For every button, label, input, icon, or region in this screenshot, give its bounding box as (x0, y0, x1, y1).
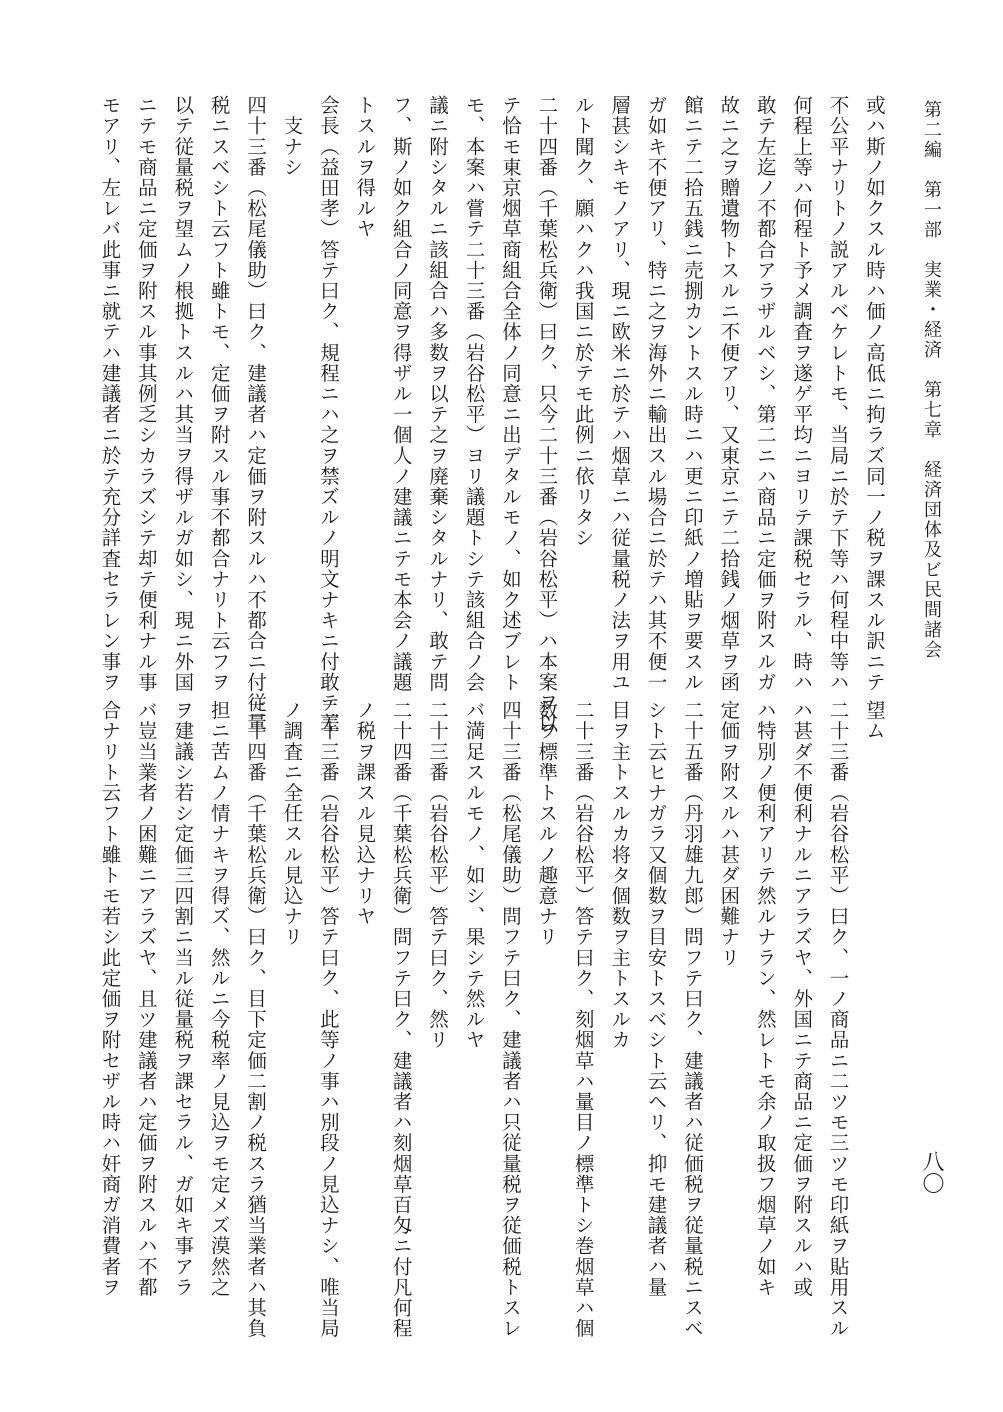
text-line: 税ニスベシト云フト雖トモ、定価ヲ附スル事不都合ナリト云フヲ (207, 95, 231, 693)
text-line: バ満足スルモノ、如シ、果シテ然ルヤ (462, 700, 486, 1051)
text-line: 二十三番（岩谷松平）答テ曰ク、此等ノ事ハ別段ノ見込ナシ、唯当局 (316, 700, 340, 1339)
text-line: 二十五番（丹羽雄九郎）問フテ曰ク、建議者ハ従価税ヲ従量税ニスベ (680, 700, 704, 1339)
text-line: ヲ建議シ若シ定価三四割ニ当ル従量税ヲ課セラル、ガ如キ事アラ (171, 700, 195, 1298)
text-line: 或ハ斯ノ如クスル時ハ価ノ高低ニ拘ラズ同一ノ税ヲ課スル訳ニテ (863, 95, 886, 693)
text-line: 定価ヲ附スルハ甚ダ困難ナリ (717, 700, 741, 968)
text-line: 二十三番（岩谷松平）答テ曰ク、刻烟草ハ量目ノ標準トシ巻烟草ハ個 (571, 700, 595, 1339)
text-line: 支ナシ (280, 95, 304, 178)
text-line: 以テ従量税ヲ望ムノ根拠トスルハ其当ヲ得ザルガ如シ、現ニ外国 (171, 95, 195, 693)
text-line: 四十三番（松尾儀助）問フテ曰ク、建議者ハ只従量税ヲ従価税トスレ (498, 700, 522, 1339)
text-line: 敢テ左迄ノ不都合アラザルベシ、第二ニハ商品ニ定価ヲ附スルガ (753, 95, 777, 693)
text-block-upper (80, 95, 892, 734)
text-line: 二十四番（千葉松兵衛）問フテ曰ク、建議者ハ刻烟草百匁ニ付凡何程 (389, 700, 413, 1339)
running-header: 第二編 第一部 実業・経済 第七章 経済団体及ビ民間諸会 (921, 100, 942, 660)
text-line: 故ニ之ヲ贈遺物トスルニ不便アリ、又東京ニテ二拾銭ノ烟草ヲ函 (717, 95, 741, 693)
text-line: 館ニテ二拾五銭ニ売捌カントスル時ニハ更ニ印紙ノ増貼ヲ要スル (680, 95, 704, 693)
text-block-lower (80, 700, 892, 1339)
text-line: 二十三番（岩谷松平）答テ曰ク、然リ (426, 700, 450, 1051)
text-line: トスルヲ得ルヤ (353, 95, 377, 240)
text-line: 担ニ苦ムノ情ナキヲ得ズ、然ルニ今税率ノ見込ヲモ定メズ漠然之 (207, 700, 231, 1298)
text-line: 二十四番（千葉松兵衛）曰ク、只今二十三番（岩谷松平）ハ本案ヲ以 (535, 95, 559, 734)
text-line: テ恰モ東京烟草商組合全体ノ同意ニ出デタルモノ、如ク述ブレト (498, 95, 522, 693)
text-line: フ、斯ノ如ク組合ノ同意ヲ得ザル一個人ノ建議ニテモ本会ノ議題 (389, 95, 413, 693)
text-line: バ豈当業者ノ困難ニアラズヤ、且ツ建議者ハ定価ヲ附スルハ不都 (134, 700, 158, 1298)
text-line: 四十三番（松尾儀助）曰ク、建議者ハ定価ヲ附スルハ不都合ニ付従量 (244, 95, 268, 734)
text-line: ハ甚ダ不便利ナルニアラズヤ、外国ニテ商品ニ定価ヲ附スルハ或 (790, 700, 814, 1298)
text-line: 層甚シキモノアリ、現ニ欧米ニ於テハ烟草ニハ従量税ノ法ヲ用ユ (608, 95, 632, 693)
text-line: 二十四番（千葉松兵衛）曰ク、目下定価二割ノ税スラ猶当業者ハ其負 (244, 700, 268, 1339)
text-line: モアリ、左レバ此事ニ就テハ建議者ニ於テ充分詳査セラレン事ヲ (98, 95, 122, 693)
text-line: シト云ヒナガラ又個数ヲ目安トスベシト云ヘリ、抑モ建議者ハ量 (644, 700, 668, 1298)
text-line: モ、本案ハ嘗テ二十三番（岩谷松平）ヨリ議題トシテ該組合ノ会 (462, 95, 486, 693)
text-line: ハ特別ノ便利アリテ然ルナラン、然レトモ余ノ取扱フ烟草ノ如キ (753, 700, 777, 1298)
text-line: 不公平ナリトノ説アルベケレトモ、当局ニ於テ下等ハ何程中等ハ (826, 95, 850, 693)
text-line: ガ如キ不便アリ、特ニ之ヲ海外ニ輸出スル場合ニ於テハ其不便一 (644, 95, 668, 693)
page-number: 八〇 (919, 1150, 944, 1194)
text-line: 目ヲ主トスルカ将タ個数ヲ主トスルカ (608, 700, 632, 1051)
text-line: 会長（益田孝）答テ曰ク、規程ニハ之ヲ禁ズルノ明文ナキニ付敢テ差 (316, 95, 340, 734)
text-line: ノ調査ニ全任スル見込ナリ (280, 700, 304, 948)
text-line: ルト聞ク、願ハクハ我国ニ於テモ此例ニ依リタシ (571, 95, 595, 549)
text-line: 二十三番（岩谷松平）曰ク、一ノ商品ニ二ツモ三ツモ印紙ヲ貼用スル (826, 700, 850, 1339)
text-line: 議ニ附シタルニ該組合ハ多数ヲ以テ之ヲ廃棄シタルナリ、敢テ問 (426, 95, 450, 693)
text-line: 何程上等ハ何程ト予メ調査ヲ遂ゲ平均ニヨリテ課税セラル、時ハ (790, 95, 814, 693)
text-line: 望ム (863, 700, 886, 742)
text-line: 数ヲ標準トスルノ趣意ナリ (535, 700, 559, 948)
text-line: ニテモ商品ニ定価ヲ附スル事其例乏シカラズシテ却テ便利ナル事 (134, 95, 158, 693)
text-line: ノ税ヲ課スル見込ナリヤ (353, 700, 377, 927)
text-line: 合ナリト云フト雖トモ若シ此定価ヲ附セザル時ハ奸商ガ消費者ヲ (98, 700, 122, 1298)
